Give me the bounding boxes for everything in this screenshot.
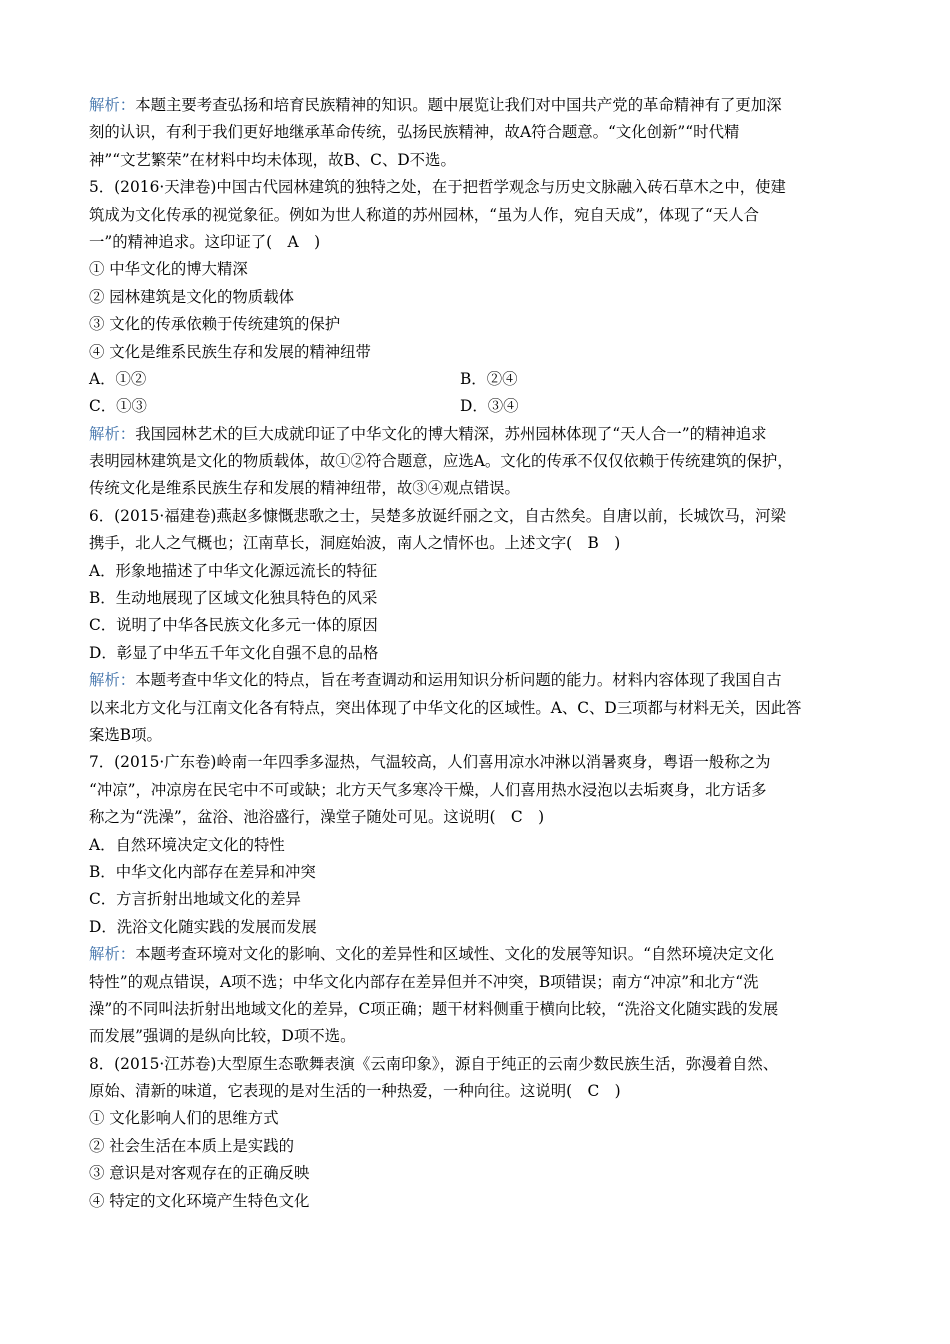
- analysis-5-line-3: 传统文化是维系民族生存和发展的精神纽带，故③④观点错误。: [89, 479, 520, 498]
- q6-option-d: D．彰显了中华五千年文化自强不息的品格: [89, 643, 379, 662]
- document-page: [89, 92, 861, 1215]
- q8-item-2: ② 社会生活在本质上是实践的: [89, 1136, 294, 1155]
- q6-option-c: C．说明了中华各民族文化多元一体的原因: [89, 616, 378, 635]
- q7-stem-line-3: 称之为“洗澡”，盆浴、池浴盛行，澡堂子随处可见。这说明( C ): [89, 808, 545, 827]
- analysis-6-line-1: 解析：本题考查中华文化的特点，旨在考查调动和运用知识分析问题的能力。材料内容体现了我国自古: [89, 671, 782, 690]
- q5-option-d: D．③④: [460, 397, 519, 416]
- q6-stem-line-1: 6．(2015·福建卷)燕赵多慷慨悲歌之士，吴楚多放诞纤丽之文，自古然矣。自唐以前，长城饮马，河梁: [89, 506, 786, 525]
- q7-option-b: B．中华文化内部存在差异和冲突: [89, 862, 316, 881]
- q5-stem-line-2: 筑成为文化传承的视觉象征。例如为世人称道的苏州园林，“虽为人作，宛自天成”，体现了“天人合: [89, 205, 760, 224]
- analysis-4-line-1: 解析：本题主要考查弘扬和培育民族精神的知识。题中展览让我们对中国共产党的革命精神有了更加深: [89, 96, 782, 114]
- analysis-7-line-1: 解析：本题考查环境对文化的影响、文化的差异性和区域性、文化的发展等知识。“自然环境决定文化: [89, 945, 775, 964]
- analysis-label: 解析：: [89, 424, 136, 443]
- q6-option-a: A．形象地描述了中华文化源远流长的特征: [89, 561, 378, 580]
- q8-item-4: ④ 特定的文化环境产生特色文化: [89, 1191, 310, 1210]
- q5-option-c: C．①③: [89, 397, 147, 416]
- q7-stem-line-1: 7．(2015·广东卷)岭南一年四季多湿热，气温较高，人们喜用凉水冲淋以消暑爽身，粤语一般称之为: [89, 753, 771, 772]
- q5-stem-line-3: 一”的精神追求。这印证了( A ): [89, 232, 321, 251]
- analysis-4-line-3: 神”“文艺繁荣”在材料中均未体现，故B、C、D不选。: [89, 150, 456, 169]
- q6-stem-line-2: 携手，北人之气概也；江南草长，洞庭始波，南人之情怀也。上述文字( B ): [89, 534, 621, 553]
- q7-option-d: D．洗浴文化随实践的发展而发展: [89, 917, 317, 936]
- analysis-4-line-2: 刻的认识，有利于我们更好地继承革命传统，弘扬民族精神，故A符合题意。“文化创新”“时代精: [89, 123, 740, 142]
- analysis-label: 解析：: [89, 945, 136, 964]
- q5-item-1: ① 中华文化的博大精深: [89, 260, 248, 279]
- q8-item-3: ③ 意识是对客观存在的正确反映: [89, 1164, 310, 1183]
- q5-item-3: ③ 文化的传承依赖于传统建筑的保护: [89, 315, 341, 334]
- q5-stem-line-1: 5．(2016·天津卷)中国古代园林建筑的独特之处，在于把哲学观念与历史文脉融入砖石草木之中，使建: [89, 178, 786, 197]
- analysis-5-line-2: 表明园林建筑是文化的物质载体，故①②符合题意，应选A。文化的传承不仅仅依赖于传统建筑的保护，: [89, 452, 793, 471]
- q5-options-row-2: [89, 393, 861, 420]
- q7-option-c: C．方言折射出地域文化的差异: [89, 890, 301, 909]
- q7-option-a: A．自然环境决定文化的特性: [89, 835, 285, 854]
- analysis-6-line-2: 以来北方文化与江南文化各有特点，突出体现了中华文化的区域性。A、C、D三项都与材料无关，因此答: [89, 698, 802, 717]
- q8-stem-line-2: 原始、清新的味道，它表现的是对生活的一种热爱，一种向往。这说明( C ): [89, 1082, 621, 1101]
- analysis-6-line-3: 案选B项。: [89, 725, 162, 744]
- q8-item-1: ① 文化影响人们的思维方式: [89, 1109, 279, 1128]
- analysis-7-line-4: 而发展”强调的是纵向比较，D项不选。: [89, 1027, 356, 1046]
- q6-option-b: B．生动地展现了区域文化独具特色的风采: [89, 589, 378, 608]
- q7-stem-line-2: “冲凉”，冲凉房在民宅中不可或缺；北方天气多寒冷干燥，人们喜用热水浸泡以去垢爽身，北方话多: [89, 780, 767, 799]
- q5-item-4: ④ 文化是维系民族生存和发展的精神纽带: [89, 342, 371, 361]
- q5-option-b: B．②④: [460, 369, 518, 388]
- q8-stem-line-1: 8．(2015·江苏卷)大型原生态歌舞表演《云南印象》，源自于纯正的云南少数民族生活，弥漫着自然、: [89, 1054, 779, 1073]
- q5-item-2: ② 园林建筑是文化的物质载体: [89, 287, 294, 306]
- analysis-7-line-3: 澡”的不同叫法折射出地域文化的差异，C项正确；题干材料侧重于横向比较，“洗浴文化随实践的发展: [89, 999, 779, 1018]
- q5-options-row-1: [89, 366, 861, 393]
- analysis-label: 解析：: [89, 671, 136, 690]
- analysis-5-line-1: 解析：我国园林艺术的巨大成就印证了中华文化的博大精深，苏州园林体现了“天人合一”的精神追求: [89, 424, 767, 443]
- q5-option-a: A．①②: [89, 369, 147, 388]
- analysis-7-line-2: 特性”的观点错误，A项不选；中华文化内部存在差异但并不冲突，B项错误；南方“冲凉”和北方“洗: [89, 972, 759, 991]
- analysis-label: 解析：: [89, 96, 136, 114]
